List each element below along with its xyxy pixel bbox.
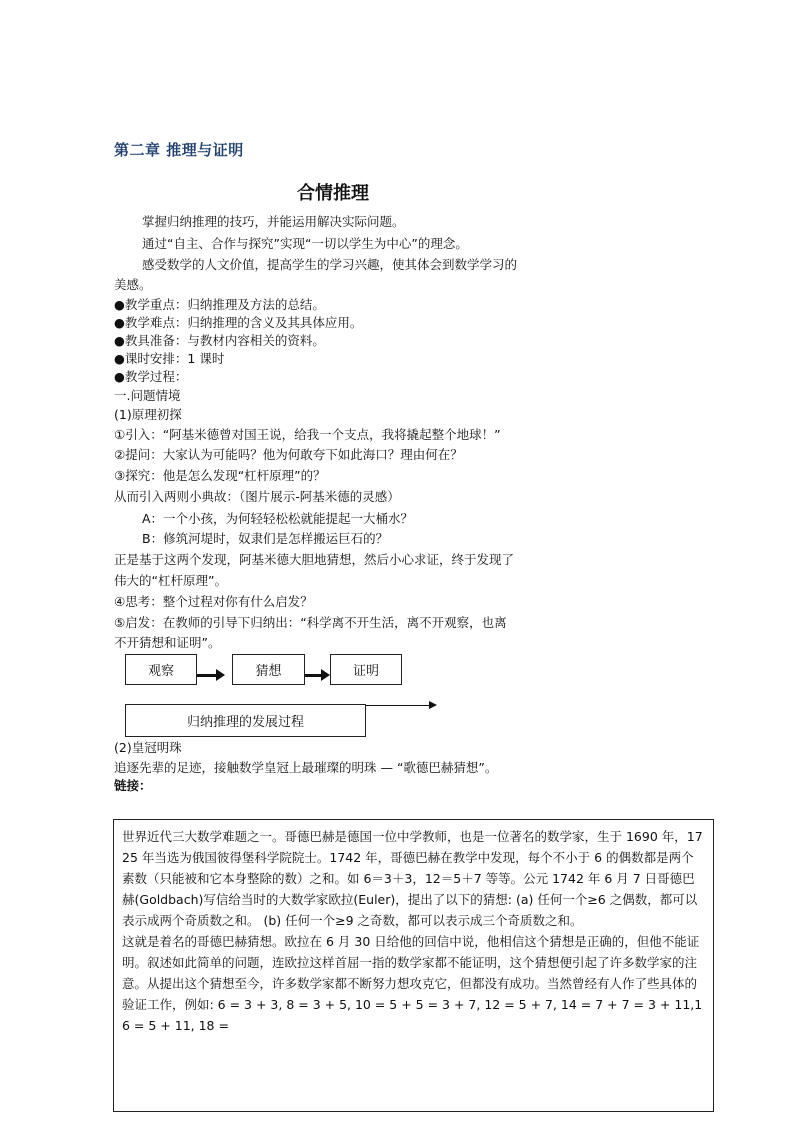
story-a: A：一个小孩，为何轻轻松松就能提起一大桶水？ (142, 511, 414, 526)
goldbach-paragraph-2: 这就是着名的哥德巴赫猜想。欧拉在 6 月 30 日给他的回信中说，他相信这个猜想是正确的，但他不能证明。叙述如此简单的问题，连欧拉这样首屈一指的数学家都不能证明，这个猜想便引起了许多数学家的注意。从提出这个猜想至今，许多数学家都不断努力想攻克它，但都没有成功。当然曾经有人作了些具体的验证工作，例如: 6 = 3 + 3, 8 = 3 + 5, 10 = 5 + 5 = 3 + 7, 12 = 5 + 7, 14 = 7 + 7 = 3 + 11,16 = 5 + 11, 18 = (122, 934, 703, 1033)
goldbach-info-box (113, 819, 714, 1112)
link-label: 链接： (114, 778, 152, 793)
objective-2: 通过“自主、合作与探究”实现“一切以学生为中心”的理念。 (142, 236, 468, 251)
question-inspire-2: 不开猜想和证明”。 (114, 635, 221, 650)
subsection-principle: (1)原理初探 (114, 407, 182, 422)
question-explore: ③探究：他是怎么发现“杠杆原理”的？ (114, 468, 326, 483)
bullet-duration: ●课时安排：1 课时 (114, 351, 225, 366)
flow-arrow-long (366, 705, 430, 706)
section-problem: 一.问题情境 (114, 388, 181, 403)
goldbach-paragraph-1: 世界近代三大数学难题之一。哥德巴赫是德国一位中学教师，也是一位著名的数学家，生于 1690 年，1725 年当选为俄国彼得堡科学院院士。1742 年，哥德巴赫在教学中发现，每个不小于 6 的偶数都是两个素数（只能被和它本身整除的数）之和。如 6＝3＋3，12＝5＋7 等等。公元 1742 年 6 月 7 日哥德巴赫(Goldbach)写信给当时的大数学家欧拉(Euler)，提出了以下的猜想: (a) 任何一个≥6 之偶数，都可以表示成两个奇质数之和。 (b) 任何一个≥9 之奇数，都可以表示成三个奇质数之和。 (122, 829, 703, 928)
flow-arrow-2 (305, 674, 322, 677)
crown-line: 追逐先辈的足迹，接触数学皇冠上最璀璨的明珠 — “歌德巴赫猜想”。 (114, 760, 498, 775)
bullet-process: ●教学过程： (114, 369, 188, 384)
subsection-crown: (2)皇冠明珠 (114, 740, 182, 755)
chapter-title: 第二章 推理与证明 (114, 141, 244, 159)
bullet-key-point: ●教学重点：归纳推理及方法的总结。 (114, 297, 325, 312)
story-intro: 从而引入两则小典故：（图片展示-阿基米德的灵感） (114, 489, 400, 504)
flow-step-guess: 猜想 (232, 654, 305, 685)
flow-step-prove: 证明 (330, 654, 402, 685)
question-think: ④思考：整个过程对你有什么启发？ (114, 594, 313, 609)
objective-3-cont: 美感。 (114, 277, 152, 292)
objective-3: 感受数学的人文价值，提高学生的学习兴趣，使其体会到数学学习的 (142, 257, 518, 272)
flow-step-observe: 观察 (125, 654, 197, 685)
conclusion-line-2: 伟大的“杠杆原理”。 (114, 573, 227, 588)
flow-caption: 归纳推理的发展过程 (125, 704, 366, 737)
flow-arrow-1 (197, 674, 217, 677)
conclusion-line-1: 正是基于这两个发现，阿基米德大胆地猜想，然后小心求证，终于发现了 (114, 552, 515, 567)
objective-1: 掌握归纳推理的技巧，并能运用解决实际问题。 (142, 214, 405, 229)
bullet-materials: ●教具准备：与教材内容相关的资料。 (114, 333, 325, 348)
lesson-title: 合情推理 (297, 183, 369, 204)
bullet-difficulty: ●教学难点：归纳推理的含义及其具体应用。 (114, 315, 363, 330)
question-intro: ①引入：“阿基米德曾对国王说，给我一个支点，我将撬起整个地球！” (114, 427, 501, 442)
story-b: B：修筑河堤时，奴隶们是怎样搬运巨石的？ (142, 531, 389, 546)
question-ask: ②提问：大家认为可能吗？他为何敢夸下如此海口？理由何在？ (114, 447, 463, 462)
question-inspire-1: ⑤启发：在教师的引导下归纳出：“科学离不开生活，离不开观察，也离 (114, 615, 507, 630)
